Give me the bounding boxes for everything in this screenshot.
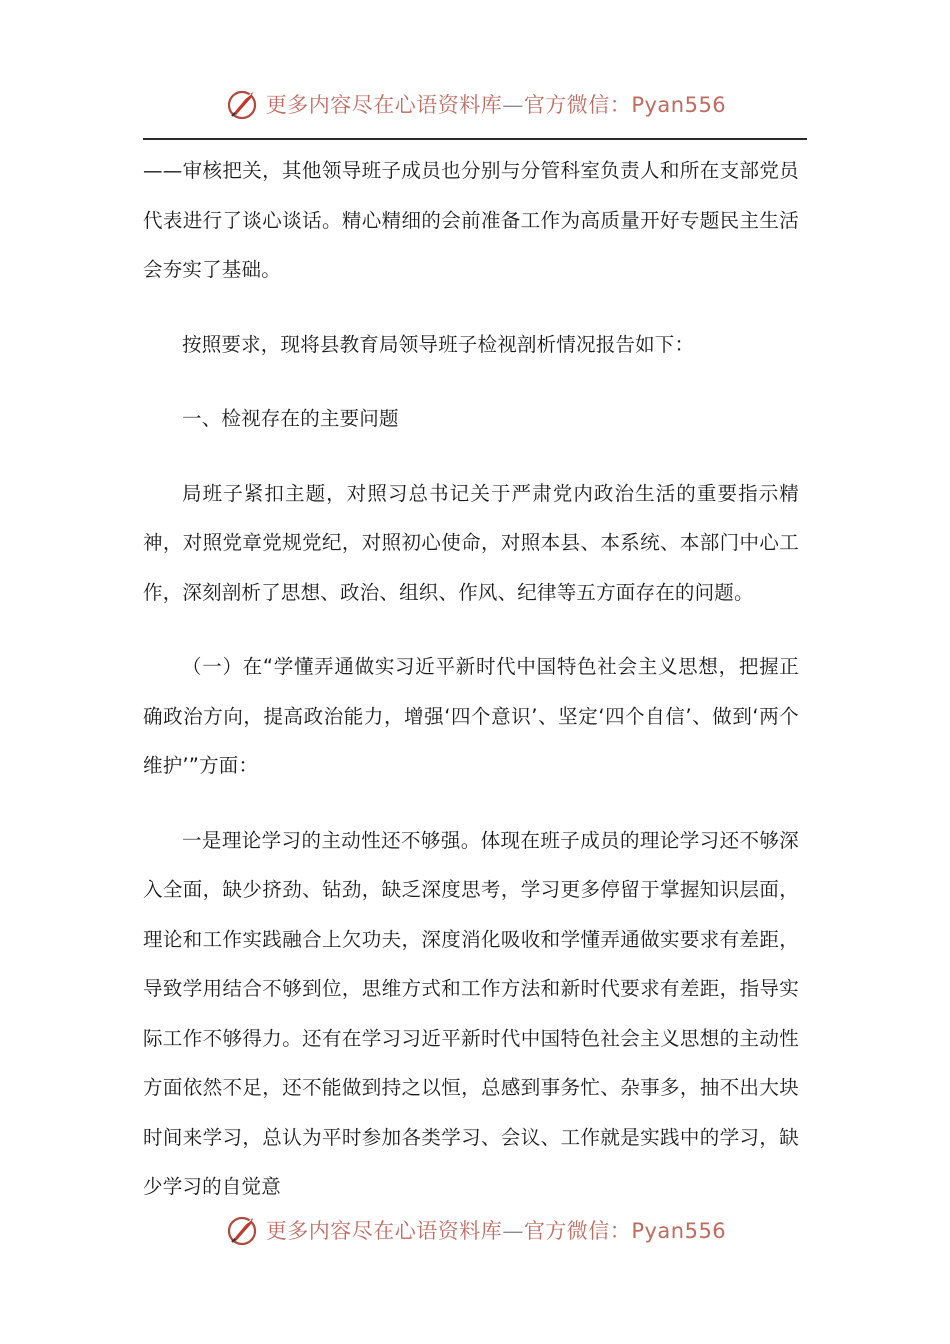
paragraph-continuation: ——审核把关，其他领导班子成员也分别与分管科室负责人和所在支部党员代表进行了谈心谈话。精心精细的会前准备工作为高质量开好专题民主生活会夯实了基础。 <box>143 159 799 281</box>
banner-wechat-id: Pyan556 <box>631 93 727 117</box>
quill-pen-logo-icon <box>224 1212 260 1248</box>
quill-pen-logo-icon <box>224 86 260 122</box>
header-banner <box>0 84 950 124</box>
paragraph-overview: 局班子紧扣主题，对照习总书记关于严肃党内政治生活的重要指示精神，对照党章党规党纪，对照初心使命，对照本县、本系统、本部门中心工作，深刻剖析了思想、政治、组织、作风、纪律等五方面存在的问题。 <box>143 481 799 604</box>
banner-contact-text: 官方微信： <box>523 1219 632 1243</box>
banner-text <box>266 1215 726 1245</box>
banner-wechat-id: Pyan556 <box>631 1219 727 1243</box>
header-divider <box>143 138 807 140</box>
section-heading: 一、检视存在的主要问题 <box>182 407 399 430</box>
paragraph-theory-study: 一是理论学习的主动性还不够强。体现在班子成员的理论学习还不够深入全面，缺少挤劲、钻劲，缺乏深度思考，学习更多停留于掌握知识层面，理论和工作实践融合上欠功夫，深度消化吸收和学懂弄通做实要求有差距，导致学用结合不够到位，思维方式和工作方法和新时代要求有差距，指导实际工作不够得力。还有在学习习近平新时代中国特色社会主义思想的主动性方面依然不足，还不能做到持之以恒，总感到事务忙、杂事多，抽不出大块时间来学习，总认为平时参加各类学习、会议、工作就是实践中的学习，缺少学习的自觉意 <box>143 828 799 1198</box>
subsection-heading: （一）在“学懂弄通做实习近平新时代中国特色社会主义思想，把握正确政治方向，提高政治能力，增强‘四个意识’、坚定‘四个自信’、做到‘两个维护’”方面： <box>143 655 799 777</box>
banner-separator: — <box>502 1219 524 1243</box>
footer-banner <box>0 1210 950 1250</box>
banner-main-text: 更多内容尽在心语资料库 <box>265 1219 503 1243</box>
banner-separator: — <box>502 93 524 117</box>
banner-main-text: 更多内容尽在心语资料库 <box>265 93 503 117</box>
banner-contact-text: 官方微信： <box>523 93 632 117</box>
document-body <box>143 146 799 1212</box>
banner-text <box>266 89 726 119</box>
paragraph-intro: 按照要求，现将县教育局领导班子检视剖析情况报告如下： <box>182 332 695 356</box>
